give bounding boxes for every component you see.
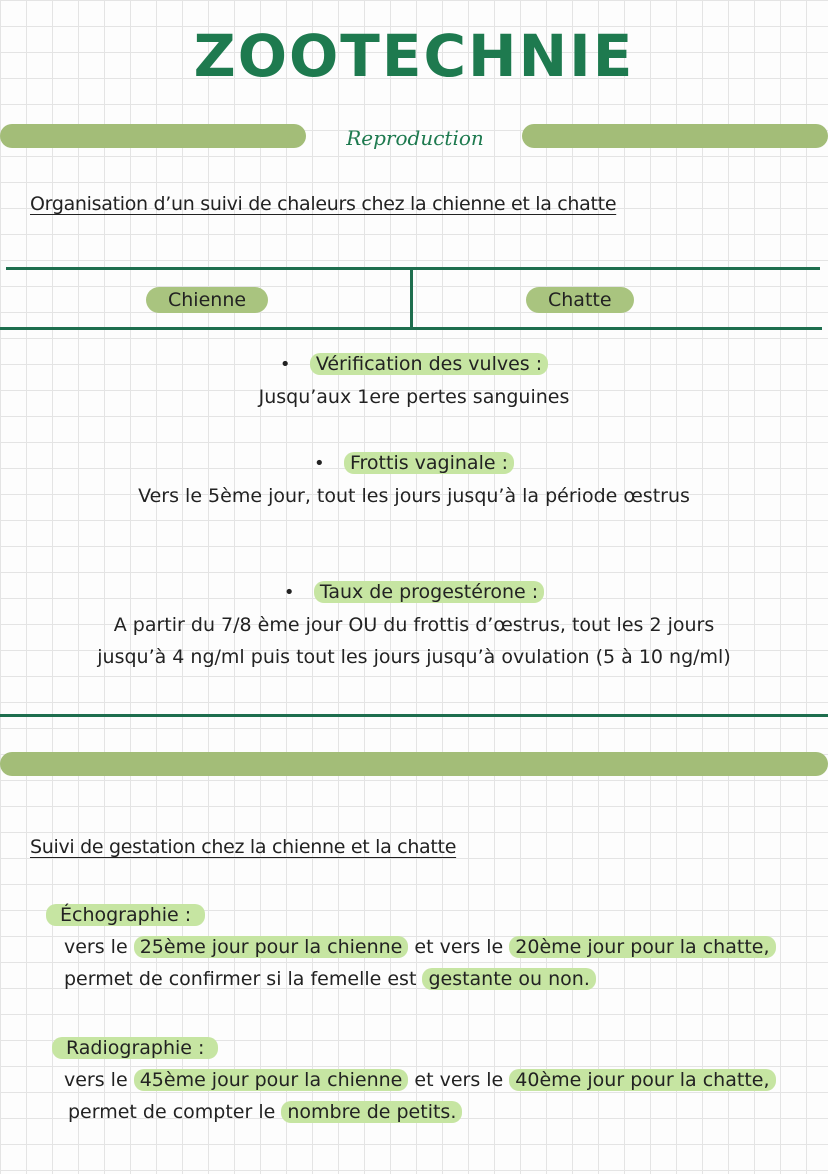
item-progesterone [0, 576, 828, 673]
text: permet de compter le [68, 1101, 282, 1123]
item-frottis [0, 447, 828, 512]
item-label: Taux de progestérone : [314, 581, 544, 603]
item-line: jusqu’à 4 ng/ml puis tout les jours jusqu’à ovulation (5 à 10 ng/ml) [97, 646, 731, 668]
text: permet de confirmer si la femelle est [64, 968, 423, 990]
item-line: A partir du 7/8 ème jour OU du frottis d’œstrus, tout les 2 jours [113, 614, 715, 636]
text: et vers le [408, 1069, 510, 1091]
page-subtitle: Reproduction [346, 126, 484, 150]
table-bottom-rule [0, 327, 822, 330]
text: vers le [64, 1069, 134, 1091]
table-top-rule [6, 267, 820, 270]
highlight: 25ème jour pour la chienne [134, 936, 409, 958]
page-title: ZOOTECHNIE [193, 22, 635, 90]
text: vers le [64, 936, 134, 958]
text: et vers le [408, 936, 510, 958]
header-bar-left [0, 124, 306, 148]
highlight: 45ème jour pour la chienne [134, 1069, 409, 1091]
section1-heading: Organisation d’un suivi de chaleurs chez la chienne et la chatte [30, 193, 617, 215]
bullet-icon: • [283, 582, 295, 603]
echographie-label: Échographie : [46, 904, 205, 926]
section-divider-bar [0, 752, 828, 776]
highlight: 40ème jour pour la chatte, [509, 1069, 775, 1091]
radiographie-block [52, 1032, 776, 1128]
echographie-block [46, 899, 776, 995]
radiographie-label: Radiographie : [52, 1037, 218, 1059]
section1-end-rule [0, 714, 828, 717]
highlight: nombre de petits. [281, 1101, 462, 1123]
item-label: Frottis vaginale : [344, 452, 514, 474]
item-line: Vers le 5ème jour, tout les jours jusqu’à la période œstrus [138, 485, 690, 507]
table-divider [410, 268, 413, 328]
column-chienne: Chienne [146, 287, 268, 313]
column-chatte: Chatte [526, 287, 634, 313]
highlight: gestante ou non. [422, 968, 595, 990]
item-label: Vérification des vulves : [310, 353, 548, 375]
item-line: Jusqu’aux 1ere pertes sanguines [258, 386, 570, 408]
header-bar-right [522, 124, 828, 148]
highlight: 20ème jour pour la chatte, [509, 936, 775, 958]
bullet-icon: • [313, 453, 325, 474]
item-verification [0, 348, 828, 413]
section2-heading: Suivi de gestation chez la chienne et la chatte [30, 836, 457, 858]
bullet-icon: • [279, 354, 291, 375]
